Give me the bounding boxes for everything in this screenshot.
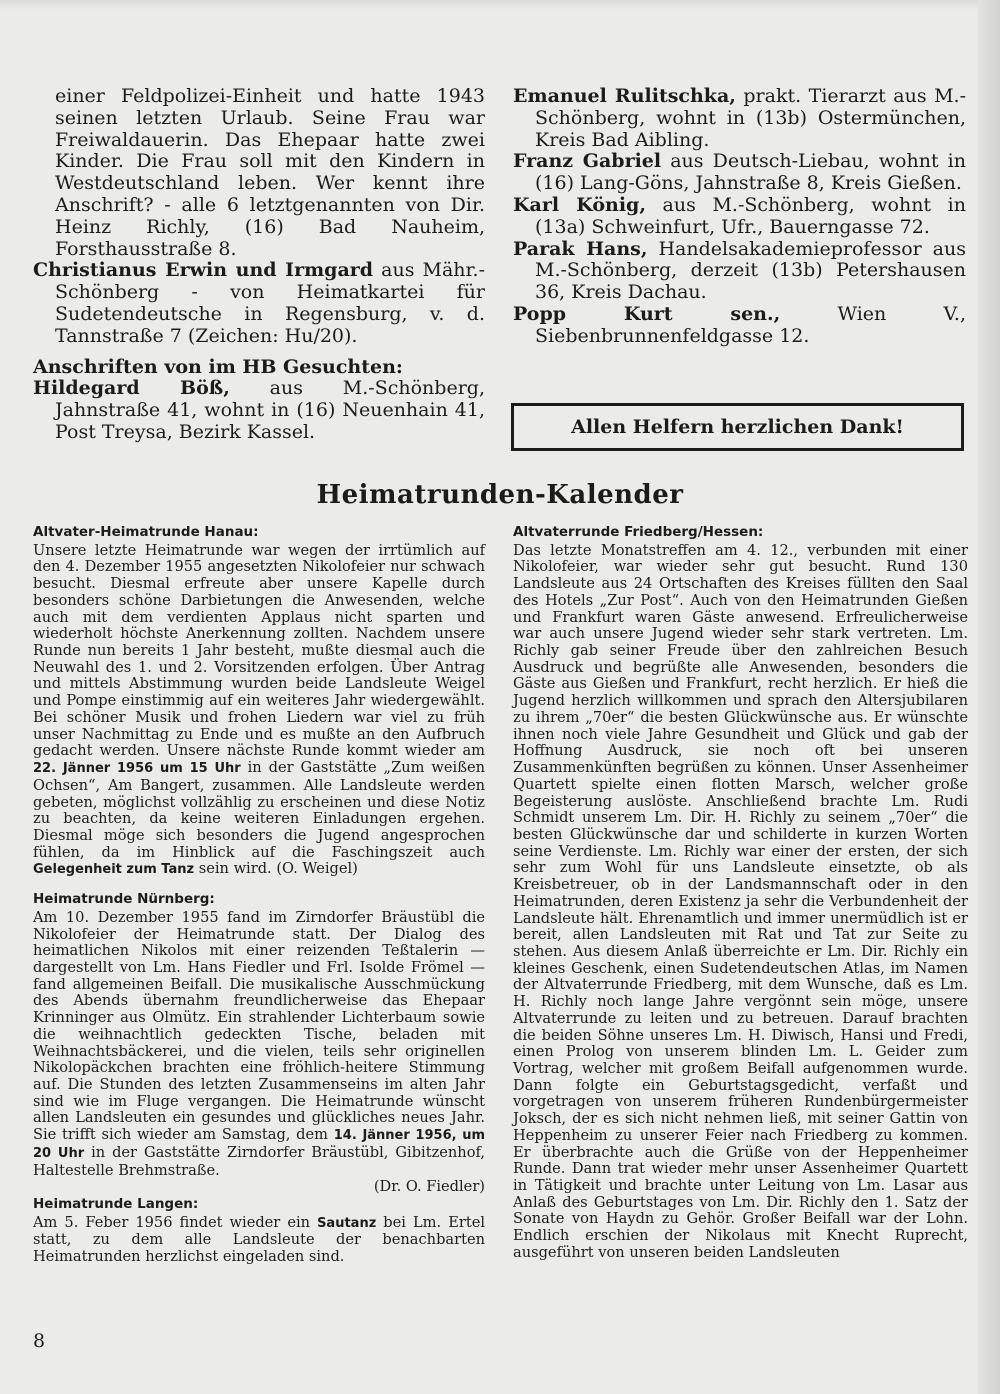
lower-left-column bbox=[33, 524, 485, 1266]
text-run: bei Lm. Ertel statt, zu dem alle Landsleute der benachbarten Heimatrunden herzlichst eingeladen sind. bbox=[33, 1213, 485, 1266]
page-top-edge bbox=[0, 0, 1000, 10]
entry-text: Handelsakademieprofessor aus M.-Schönberg, derzeit (13b) Petershausen 36, Kreis Dachau. bbox=[535, 237, 966, 304]
entry-text: aus Deutsch-Liebau, wohnt in (16) Lang-Göns, Jahnstraße 8, Kreis Gießen. bbox=[535, 150, 966, 195]
upper-left-column bbox=[33, 86, 485, 444]
section-heading: Anschriften von im HB Gesuchten: bbox=[33, 355, 403, 378]
entry-name: Karl König, bbox=[513, 193, 646, 216]
entry-rulitschka bbox=[513, 86, 966, 151]
page-number: 8 bbox=[33, 1330, 46, 1352]
lower-right-column bbox=[513, 524, 968, 1262]
section-text-langen bbox=[33, 1215, 485, 1266]
entry-koenig bbox=[513, 195, 966, 239]
entry-text: aus M.-Schönberg, Jahnstraße 41, wohnt in (16) Neuenhain 41, Post Treysa, Bezirk Kassel. bbox=[55, 377, 485, 443]
entry-popp bbox=[513, 304, 966, 348]
section-title-friedberg: Altvaterrunde Friedberg/Hessen: bbox=[513, 524, 764, 540]
entry-name: Parak Hans, bbox=[513, 237, 648, 260]
text-run: in der Gaststätte „Zum weißen Ochsen“, Am Bangert, zusammen. Alle Landsleute werden gebeten, möglichst vollzählig zu erscheinen und diese Notiz zu beachten, da keine weiteren Einladungen ergehen. Diesmal möge sich besonders die Jugend angesprochen fühlen, da im Hinblick auf die Faschingszeit auch bbox=[33, 759, 485, 861]
highlight-dance: Gelegenheit zum Tanz bbox=[33, 862, 195, 878]
entry-name: Hildegard Böß, bbox=[33, 377, 230, 400]
text-run: Am 10. Dezember 1955 fand im Zirndorfer Bräustübl die Nikolofeier der Heimatrunde statt. Der Dialog des heimatlichen Nikolos mit einer reizenden Teßtalerin — dargestellt von Lm. Hans Fiedler und Frl. Isolde Frömel — fand allgemeinen Beifall. Die musikalische Ausschmückung des Abends übernahm freundlicherweise das Ehepaar Krinninger aus Olmütz. Ein strahlender Lichterbaum sowie die weihnachtlich gedeckten Tische, beladen mit Weihnachtsbäckerei, und die vielen, teils sehr originellen Nikolopäckchen brachten eine fröhlich-heitere Stimmung auf. Die Stunden des letzten Zusammenseins im alten Jahr sind wie im Fluge vergangen. Die Heimatrunde wünscht allen Landsleuten ein gesundes und glückliches neues Jahr. Sie trifft sich wieder am Samstag, dem bbox=[33, 908, 485, 1144]
highlight-date: 22. Jänner 1956 um 15 Uhr bbox=[33, 761, 241, 777]
section-text-nuernberg bbox=[33, 910, 485, 1180]
text-run: in der Gaststätte Zirndorfer Bräustübl, Gibitzenhof, Haltestelle Brehmstraße. bbox=[33, 1143, 486, 1179]
upper-right-column bbox=[513, 86, 966, 348]
highlight-sautanz: Sautanz bbox=[317, 1215, 377, 1231]
page-right-edge bbox=[978, 0, 1000, 1394]
text-run: Am 5. Feber 1956 findet wieder ein bbox=[33, 1213, 318, 1231]
entry-name: Christianus Erwin und Irmgard bbox=[33, 259, 374, 282]
entry-gabriel bbox=[513, 151, 966, 195]
text-run: Unsere letzte Heimatrunde war wegen der irrtümlich auf den 4. Dezember 1955 angesetzten Nikolofeier nur schwach besucht. Diesmal erfreute aber unsere Kapelle durch besonders schöne Darbietungen die Anwesenden, welche auch mit dem verdienten Applaus nicht sparten und wiederholt höchste Anerkennung zollten. Nachdem unsere Runde nun bereits 1 Jahr besteht, mußte diesmal auch die Neuwahl des 1. und 2. Vorsitzenden erfolgen. Über Antrag und mittels Abstimmung wurden beide Landsleute Weigel und Pompe einstimmig auf ein weiteres Jahr wiedergewählt. Bei schöner Musik und frohen Liedern war viel zu früh unser Nachmittag zu Ende und es mußte an den Aufbruch gedacht werden. Unsere nächste Runde kommt wieder am bbox=[33, 541, 485, 760]
entry-parak bbox=[513, 239, 966, 304]
calendar-title: Heimatrunden-Kalender bbox=[316, 480, 684, 510]
missing-person-text: einer Feldpolizei-Einheit und hatte 1943 seinen letzten Urlaub. Seine Frau war Freiwaldauerin. Das Ehepaar hatte zwei Kinder. Die Frau soll mit den Kindern in Westdeutschland leben. Wer kennt ihre Anschrift? - alle 6 letztgenannten von Dir. Heinz Richly, (16) Bad Nauheim, Forsthausstraße 8. bbox=[55, 85, 485, 260]
entry-name: Popp Kurt sen., bbox=[513, 302, 781, 325]
entry-text: Wien V., Siebenbrunnenfeldgasse 12. bbox=[535, 302, 966, 347]
section-text-friedberg: Das letzte Monatstreffen am 4. 12., verbunden mit einer Nikolofeier, war wieder sehr gut besucht. Rund 130 Landsleute aus 24 Ortschaften des Kreises füllten den Saal des Hotels „Zur Post“. Auch von den Heimatrunden Gießen und Frankfurt waren Gäste anwesend. Erfreulicherweise war auch unsere Jugend wieder sehr stark vertreten. Lm. Richly gab seiner Freude über den zahlreichen Besuch Ausdruck und begrüßte alle Anwesenden, besonders die Gäste aus Gießen und Frankfurt, recht herzlich. Er hieß die Jugend herzlich willkommen und sprach den Altersjubilaren zu ihrem „70er“ die besten Glückwünsche aus. Er wünschte ihnen noch viele Jahre Gesundheit und Glück und gab der Hoffnung Ausdruck, sie noch oft bei unseren Zusammenkünften begrüßen zu können. Unser Assenheimer Quartett spielte einen flotten Marsch, welcher große Begeisterung auslöste. Anschließend brachte Lm. Rudi Schmidt unserem Lm. Dir. H. Richly zu seinem „70er“ die besten Glückwünsche dar und schilderte in kurzen Worten seine Verdienste. Lm. Richly war einer der ersten, der sich sehr zum Wohl für uns Landsleute einsetzte, ob als Kreisbetreuer, ob in der Landsmannschaft oder in den Heimatrunden, deren Existenz ja sehr die Verbundenheit der Landsleute hält. Ehrenamtlich und immer unermüdlich ist er bereit, allen Landsleuten mit Rat und Tat zur Seite zu stehen. Aus diesem Anlaß überreichte er Lm. Dir. Richly ein kleines Geschenk, einen Sudetendeutschen Atlas, im Namen der Altvaterrunde Friedberg, mit dem Wunsche, daß es Lm. H. Richly noch lange Jahre vergönnt sein möge, unsere Altvaterrunde zu leiten und zu betreuen. Darauf brachten die beiden Söhne unseres Lm. H. Diwisch, Hansi und Fredi, einen Prolog von unserem blinden Lm. L. Geider zum Vortrag, welcher mit großem Beifall aufgenommen wurde. Dann folgte ein Geburtstagsgedicht, verfaßt und vorgetragen von unserem früheren Rundenbürgermeister Joksch, der es sich nicht nehmen ließ, mit seiner Gattin von Heppenheim zu unserer Feier nach Friedberg zu kommen. Er überbrachte auch die Grüße von der Heppenheimer Runde. Dann trat wieder mehr unser Assenheimer Quartett in Tätigkeit und brachte unter Leitung von Lm. Lasar aus Anlaß des Geburtstages von Lm. Dir. Richly den 1. Satz der Sonate von Haydn zu Gehör. Großer Beifall war der Lohn. Endlich erschien der Nikolaus mit Knecht Ruprecht, ausgeführt von unseren beiden Landsleuten bbox=[513, 541, 968, 1261]
entry-name: Emanuel Rulitschka, bbox=[513, 85, 736, 107]
thanks-box: Allen Helfern herzlichen Dank! bbox=[511, 403, 964, 451]
entry-text: aus Mähr.-Schönberg - von Heimatkartei für Sudetendeutsche in Regensburg, v. d. Tannstraße 7 (Zeichen: Hu/20). bbox=[55, 259, 485, 347]
signature: (Dr. O. Fiedler) bbox=[373, 1178, 485, 1196]
text-run: sein wird. (O. Weigel) bbox=[194, 860, 358, 878]
entry-text: prakt. Tierarzt aus M.-Schönberg, wohnt in (13b) Ostermünchen, Kreis Bad Aibling. bbox=[535, 85, 966, 151]
entry-text: aus M.-Schönberg, wohnt in (13a) Schweinfurt, Ufr., Bauerngasse 72. bbox=[535, 193, 966, 238]
highlight-date: 14. Jänner 1956, um 20 Uhr bbox=[33, 1128, 485, 1161]
entry-boess bbox=[33, 378, 485, 443]
section-title-nuernberg: Heimatrunde Nürnberg: bbox=[33, 891, 215, 908]
entry-christianus bbox=[33, 260, 485, 347]
section-text-hanau bbox=[33, 543, 485, 879]
entry-name: Franz Gabriel bbox=[513, 150, 662, 173]
section-title-hanau: Altvater-Heimatrunde Hanau: bbox=[33, 524, 259, 540]
section-title-langen: Heimatrunde Langen: bbox=[33, 1196, 199, 1213]
